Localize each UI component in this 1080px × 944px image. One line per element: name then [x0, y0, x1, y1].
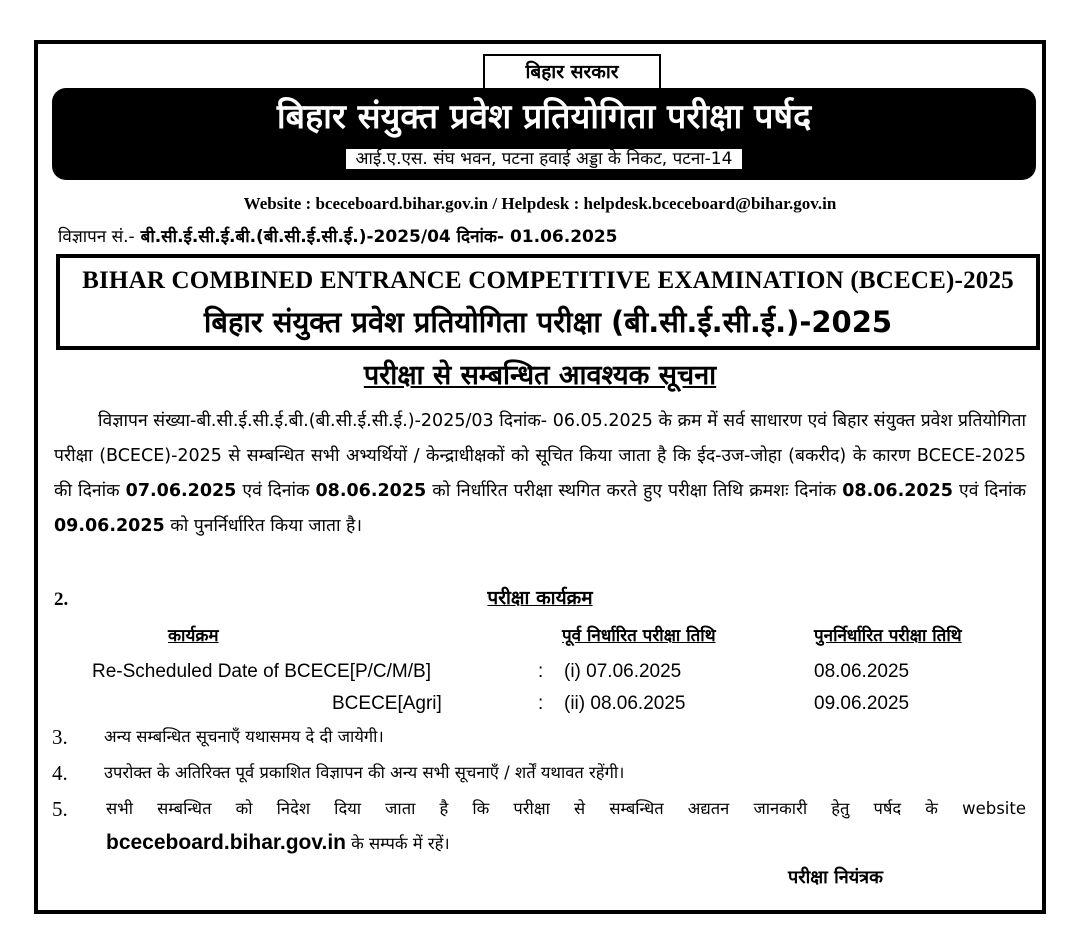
point-5-number: 5.: [52, 797, 68, 821]
row1-sep: :: [538, 661, 544, 682]
point-4-text: उपरोक्त के अतिरिक्त पूर्व प्रकाशित विज्ञापन की अन्य सभी सूचनाएँ / शर्तें यथावत रहेंगी।: [104, 763, 625, 782]
col-header-rescheduled-date: पुनर्निर्धारित परीक्षा तिथि: [814, 626, 962, 646]
adv-date-label: दिनांक-: [456, 227, 505, 247]
notice-frame: [34, 40, 1046, 914]
website-link[interactable]: bceceboard.bihar.gov.in: [106, 831, 347, 854]
exam-title-hindi: बिहार संयुक्त प्रवेश प्रतियोगिता परीक्षा (बी.सी.ई.सी.ई.)-2025: [203, 305, 893, 339]
point-3-text: अन्य सम्बन्धित सूचनाएँ यथासमय दे दी जायेगी।: [104, 727, 384, 746]
board-address: आई.ए.एस. संघ भवन, पटना हवाई अड्डा के निकट, पटना-14: [346, 149, 743, 169]
board-address-wrap: [52, 144, 1036, 174]
board-banner: [52, 88, 1036, 180]
exam-title-english: BIHAR COMBINED ENTRANCE COMPETITIVE EXAMINATION (BCECE)-2025: [82, 267, 1014, 294]
para-text-3: को निर्धारित परीक्षा स्थगित करते हुए परीक्षा तिथि क्रमशः दिनांक: [426, 481, 843, 501]
schedule-title: परीक्षा कार्यक्रम: [487, 587, 593, 609]
signature-designation: परीक्षा नियंत्रक: [788, 867, 883, 888]
para-text-2: एवं दिनांक: [236, 481, 316, 501]
website-line[interactable]: Website : bceceboard.bihar.gov.in / Helpdesk : helpdesk.bceceboard@bihar.gov.in: [243, 194, 837, 213]
row2-previous: (ii) 08.06.2025: [564, 693, 686, 714]
point-5-continuation: [106, 828, 450, 859]
notice-heading: परीक्षा से सम्बन्धित आवश्यक सूचना: [363, 360, 717, 391]
point-5-text: सभी सम्बन्धित को निदेश दिया जाता है कि परीक्षा से सम्बन्धित अद्यतन जानकारी हेतु पर्षद के website: [106, 799, 1026, 818]
para-text-1: विज्ञापन संख्या-बी.सी.ई.सी.ई.बी.(बी.सी.ई.सी.ई.)-2025/03 दिनांक- 06.05.2025 के क्रम में सर्व साधारण एवं बिहार संयुक्त प्रवेश प्रतियोगिता परीक्षा (BCECE)-2025 से सम्बन्धित सभी अभ्यर्थियों / केन्द्राधीक्षकों को सूचित किया जाता है कि ईद-उज-जोहा (बकरीद) के कारण BCECE-2025 की दिनांक: [54, 411, 1026, 501]
point-5-tail: के सम्पर्क में रहें।: [351, 834, 450, 853]
board-name: बिहार संयुक्त प्रवेश प्रतियोगिता परीक्षा पर्षद: [276, 97, 812, 137]
row1-program: Re-Scheduled Date of BCECE[P/C/M/B]: [92, 661, 431, 682]
advertisement-line: [58, 224, 618, 250]
government-label: बिहार सरकार: [483, 54, 661, 90]
para-text-4: एवं दिनांक: [952, 481, 1027, 501]
col-header-previous-date: पूर्व निर्धारित परीक्षा तिथि: [562, 626, 716, 646]
adv-number: बी.सी.ई.सी.ई.बी.(बी.सी.ई.सी.ई.)-2025/04: [140, 227, 451, 247]
schedule-number: 2.: [54, 589, 69, 610]
notice-paragraph: [54, 404, 1026, 544]
row1-previous: (i) 07.06.2025: [564, 661, 682, 682]
para-date-2: 08.06.2025: [315, 481, 427, 501]
para-date-4: 09.06.2025: [54, 516, 165, 536]
point-3-number: 3.: [52, 725, 68, 749]
adv-date: 01.06.2025: [509, 227, 618, 247]
adv-label: विज्ञापन सं.-: [58, 227, 135, 247]
para-date-3: 08.06.2025: [842, 481, 953, 501]
para-date-1: 07.06.2025: [125, 481, 237, 501]
row2-rescheduled: 09.06.2025: [814, 693, 910, 714]
row2-program: BCECE[Agri]: [332, 693, 442, 714]
para-text-5: को पुनर्निर्धारित किया जाता है।: [164, 516, 362, 536]
row1-rescheduled: 08.06.2025: [814, 661, 910, 682]
col-header-program: कार्यक्रम: [168, 626, 219, 646]
row2-sep: :: [538, 693, 544, 714]
point-4-number: 4.: [52, 761, 68, 785]
exam-title-box: [56, 254, 1040, 350]
